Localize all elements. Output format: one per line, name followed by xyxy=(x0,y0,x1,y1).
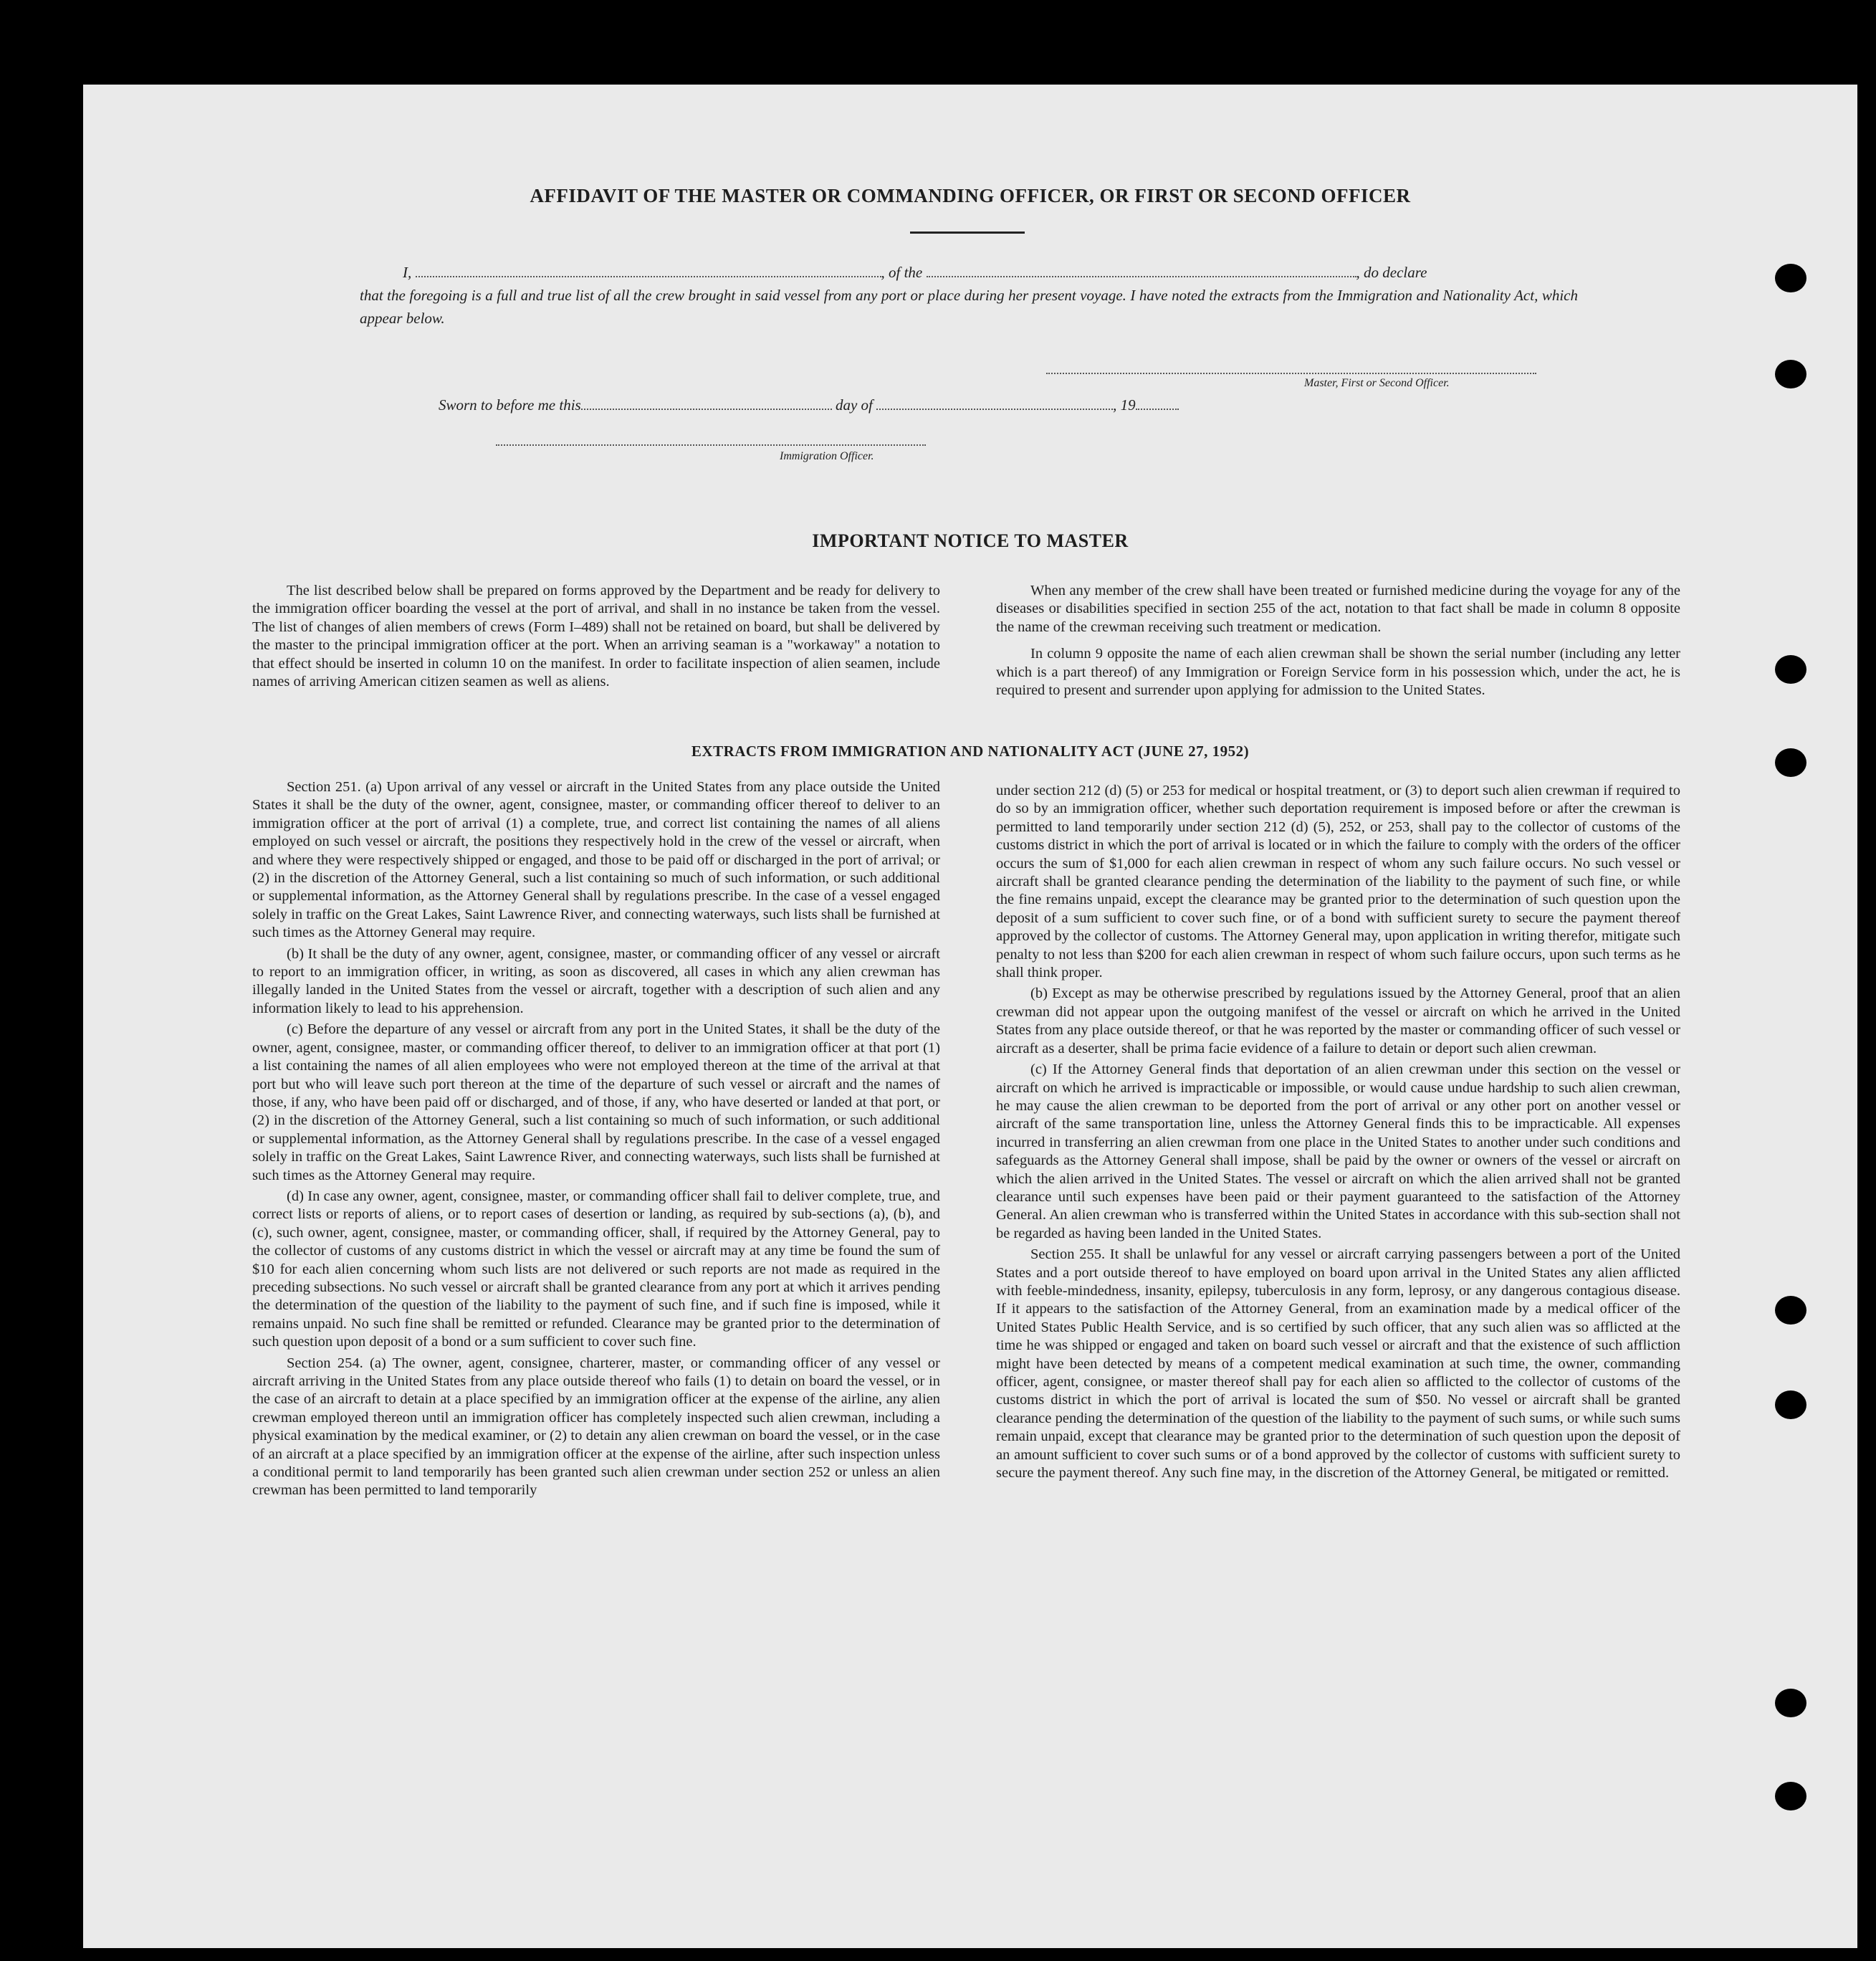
notice-title: IMPORTANT NOTICE TO MASTER xyxy=(812,530,1129,551)
act-section-paragraph: (c) Before the departure of any vessel or aircraft from any port in the United States, it shall be the duty of the owner, agent, consignee, master, or commanding officer thereof, to deliver to an immigration officer at that port (1) a list containing the names of all alien employees who were not employed thereon at the time of the arrival at that port but who will leave such port thereon at the time of the departure of such vessel or aircraft and the names of those, if any, who have been paid off or discharged, and of those, if any, who have deserted or landed at that port, or (2) in the discretion of the Attorney General, such a list containing so much of such information, or such additional or supplemental information, as the Attorney General shall by regulations prescribe. In the case of a vessel engaged solely in traffic on the Great Lakes, Saint Lawrence River, and connecting waterways, such lists shall be furnished at such times as the Attorney General may require. xyxy=(252,1021,940,1183)
i-label: I, xyxy=(403,264,412,281)
binder-hole xyxy=(1775,264,1806,292)
binder-hole xyxy=(1775,655,1806,684)
act-section-paragraph: (c) If the Attorney General finds that deportation of an alien crewman under this section on the vessel or aircraft on which he arrived is impracticable or impossible, or would cause undue hardship to such alien crewman, he may cause the alien crewman to be deported from the port of arrival or any other port on another vessel or aircraft of the same transportation line, unless the Attorney General finds this to be impracticable. All expenses incurred in transferring an alien crewman from one place in the United States to another under such conditions and safeguards as the Attorney General shall impose, shall be paid by the owner or owners of the vessel or aircraft on which the alien arrived in the United States. The vessel or aircraft on which the alien arrived shall not be granted clearance until such expenses have been paid or their payment guaranteed to the satisfaction of the Attorney General. An alien crewman who is transferred within the United States in accordance with this sub-section shall not be regarded as having been landed in the United States. xyxy=(996,1061,1680,1241)
declaration-statement: that the foregoing is a full and true list of all the crew brought in said vessel from any port or place during her present voyage. I have noted the extracts from the Immigration and Nationality Act, which appear below. xyxy=(360,287,1578,327)
extracts-right-column xyxy=(996,782,1680,1485)
of-the-label: , of the xyxy=(881,264,923,281)
signature-line[interactable] xyxy=(1046,373,1536,374)
notice-right-column xyxy=(996,582,1680,704)
extracts-title: EXTRACTS FROM IMMIGRATION AND NATIONALITY ACT (JUNE 27, 1952) xyxy=(691,743,1250,760)
sworn-label: Sworn to before me this xyxy=(439,396,581,414)
title-rule xyxy=(910,232,1025,234)
binder-hole xyxy=(1775,1782,1806,1810)
notice-left-column xyxy=(252,582,940,695)
immigration-officer-caption: Immigration Officer. xyxy=(780,450,874,462)
day-of-label: day of xyxy=(835,396,873,414)
binder-hole xyxy=(1775,1390,1806,1419)
binder-hole xyxy=(1775,1689,1806,1717)
sworn-year-field[interactable] xyxy=(1136,396,1179,410)
sworn-line xyxy=(439,396,1179,414)
affidavit-title: AFFIDAVIT OF THE MASTER OR COMMANDING OFFICER, OR FIRST OR SECOND OFFICER xyxy=(530,185,1411,206)
master-name-field[interactable] xyxy=(416,263,881,277)
year-prefix: , 19 xyxy=(1113,396,1136,414)
notice-paragraph: When any member of the crew shall have been treated or furnished medicine during the voyage for any of the diseases or disabilities specified in section 255 of the act, notation to that fact shall be made in column 8 opposite the name of the crewman receiving such treatment or medication. xyxy=(996,583,1680,635)
do-declare-label: , do declare xyxy=(1356,264,1427,281)
notice-paragraph: The list described below shall be prepared on forms approved by the Department and be ready for delivery to the immigration officer boarding the vessel at the port of arrival, and shall in no instance be taken from the vessel. The list of changes of alien members of crews (Form I–489) shall not be retained on board, but shall be delivered by the master to the principal immigration officer at the port. When an arriving seaman is a "workaway" a notation to that effect should be inserted in column 10 on the manifest. In order to facilitate inspection of alien seamen, include names of arriving American citizen seamen as well as aliens. xyxy=(252,583,940,690)
act-section-paragraph: under section 212 (d) (5) or 253 for medical or hospital treatment, or (3) to deport such alien crewman if required to do so by an immigration officer, whether such deportation requirement is imposed before or after the crewman is permitted to land temporarily under section 212 (d) (5), 252, or 253, shall pay to the collector of customs of the customs district in which the port of arrival is located or in which the failure to comply with the orders of the officer occurs the sum of $1,000 for each alien crewman in respect of whom any such failure occurs. No such vessel or aircraft shall be granted clearance pending the determination of the liability to the payment of such fine, or while the fine remains unpaid, except the clearance may be granted prior to the determination of such question upon the deposit of a sum sufficient to cover such fine, or of a bond with sufficient surety to secure the payment thereof approved by the collector of customs. The Attorney General may, upon application in writing therefor, mitigate such penalty to not less than $200 for each alien crewman in respect of whom such failure occurs, upon such terms as he shall think proper. xyxy=(996,783,1680,981)
binder-hole xyxy=(1775,1296,1806,1325)
binder-hole xyxy=(1775,360,1806,388)
extracts-left-column xyxy=(252,778,940,1503)
act-section-paragraph: (d) In case any owner, agent, consignee, master, or commanding officer shall fail to deliver complete, true, and correct lists or reports of aliens, or to report cases of desertion or landing, as required by sub-sections (a), (b), and (c), such owner, agent, consignee, master, or commanding officer, shall, if required by the Attorney General, pay to the collector of customs of any customs district in which the vessel or aircraft may at any time be found the sum of $10 for each alien concerning whom such lists are not delivered or such reports are not made as required in the preceding subsections. No such vessel or aircraft shall be granted clearance from any port at which it arrives pending the determination of the question of the liability to the payment of such fine, and if such fine is imposed, while it remains unpaid. No such fine shall be remitted or refunded. Clearance may be granted prior to the determination of such question upon deposit of a bond or a sum sufficient to cover such fine. xyxy=(252,1188,940,1350)
affidavit-declaration xyxy=(360,261,1621,330)
act-section-paragraph: (b) Except as may be otherwise prescribed by regulations issued by the Attorney General, proof that an alien crewman did not appear upon the outgoing manifest of the vessel or aircraft on which he arrived in the United States from any place outside thereof, or that he was reported by the master or commanding officer of such vessel or aircraft as a deserter, shall be prima facie evidence of a failure to detain or deport such alien crewman. xyxy=(996,986,1680,1056)
document-page xyxy=(83,85,1857,1948)
signature-caption: Master, First or Second Officer. xyxy=(1304,377,1450,389)
notice-paragraph: In column 9 opposite the name of each alien crewman shall be shown the serial number (including any letter which is a part thereof) of any Immigration or Foreign Service form in his possession which, under the act, he is required to present and surrender upon applying for admission to the United States. xyxy=(996,646,1680,699)
act-section-paragraph: Section 251. (a) Upon arrival of any vessel or aircraft in the United States from any place outside the United States it shall be the duty of the owner, agent, consignee, master, or commanding officer thereof to deliver to an immigration officer at the port of arrival (1) a complete, true, and correct list containing the names of all aliens employed on such vessel or aircraft, the positions they respectively hold in the crew of the vessel or aircraft, when and where they were respectively shipped or engaged, and those to be paid off or discharged in the port of arrival; or (2) in the discretion of the Attorney General, such a list containing so much of such information, or such additional or supplemental information, as the Attorney General shall by regulations prescribe. In the case of a vessel engaged solely in traffic on the Great Lakes, Saint Lawrence River, and connecting waterways, such lists shall be furnished at such times as the Attorney General may require. xyxy=(252,779,940,941)
immigration-officer-line[interactable] xyxy=(496,444,926,446)
act-section-paragraph: (b) It shall be the duty of any owner, agent, consignee, master, or commanding officer of any vessel or aircraft to report to an immigration officer, in writing, as soon as discovered, all cases in which any alien crewman has illegally landed in the United States from the vessel or aircraft, together with a description of such alien and any information likely to lead to his apprehension. xyxy=(252,945,940,1016)
sworn-month-field[interactable] xyxy=(876,396,1113,410)
act-section-paragraph: Section 255. It shall be unlawful for any vessel or aircraft carrying passengers between a port of the United States and a port outside thereof to have employed on board upon arrival in the United States any alien afflicted with feeble-mindedness, insanity, epilepsy, tuberculosis in any form, leprosy, or any dangerous contagious disease. If it appears to the satisfaction of the Attorney General, from an examination made by a medical officer of the United States Public Health Service, and is so certified by such officer, that any such alien was so afflicted at the time he was shipped or engaged and taken on board such vessel or aircraft and that the existence of such affliction might have been detected by means of a competent medical examination at such time, the owner, commanding officer, agent, consignee, or master thereof shall pay for each alien so afflicted to the collector of customs of the customs district in which the port of arrival is located the sum of $50. No vessel or aircraft shall be granted clearance pending the determination of the question of the liability to the payment of such sums, or while such sums remain unpaid, except that clearance may be granted prior to the determination of such question upon the deposit of an amount sufficient to cover such sums or of a bond approved by the collector of customs with sufficient surety to secure the payment thereof. Any such fine may, in the discretion of the Attorney General, be mitigated or remitted. xyxy=(996,1246,1680,1482)
sworn-day-field[interactable] xyxy=(581,396,832,410)
act-section-paragraph: Section 254. (a) The owner, agent, consignee, charterer, master, or commanding officer of any vessel or aircraft arriving in the United States from any place outside thereof who fails (1) to detain on board the vessel, or in the case of an aircraft to detain at a place specified by an immigration officer at the expense of the airline, any alien crewman employed thereon until an immigration officer has completely inspected such alien crewman, including a physical examination by the medical examiner, or (2) to detain any alien crewman on board the vessel, or in the case of an aircraft at a place specified by an immigration officer at the expense of the airline, after such inspection unless a conditional permit to land temporarily has been granted such alien crewman under section 252 or unless an alien crewman has been permitted to land temporarily xyxy=(252,1355,940,1499)
vessel-name-field[interactable] xyxy=(927,263,1356,277)
